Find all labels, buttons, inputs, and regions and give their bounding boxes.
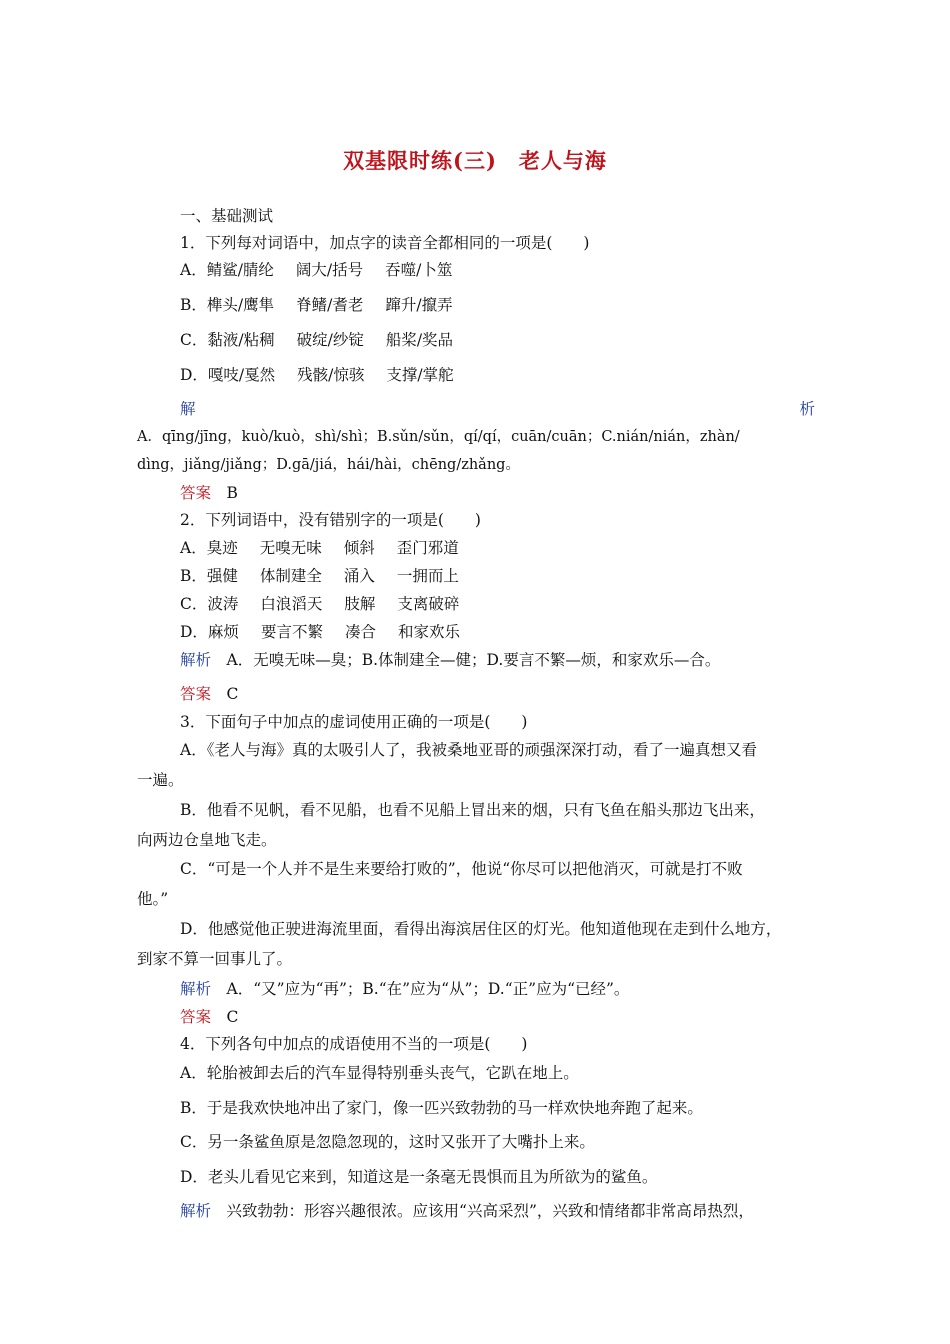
q4-analysis: 解析 兴致勃勃：形容兴趣很浓。应该用“兴高采烈”，兴致和情绪都非常高昂热烈， bbox=[180, 1202, 754, 1220]
q1-option-a: A．鲭鲨/腈纶 阔大/括号 吞噬/卜筮 bbox=[180, 261, 453, 279]
q1-analysis-line2: dìng，jiǎng/jiǎng；D.gā/jiá，hái/hài，chēng/zhǎng。 bbox=[137, 457, 520, 473]
q4-option-b: B．于是我欢快地冲出了家门，像一匹兴致勃勃的马一样欢快地奔跑了起来。 bbox=[180, 1099, 703, 1117]
q4-option-a: A．轮胎被卸去后的汽车显得特别垂头丧气，它趴在地上。 bbox=[180, 1064, 579, 1082]
q2-option-c: C．波涛 白浪滔天 肢解 支离破碎 bbox=[180, 595, 460, 613]
q1-analysis-line1: A．qīng/jīng，kuò/kuò，shì/shì；B.sǔn/sǔn，qí/qí，cuān/cuān；C.nián/nián，zhàn/ bbox=[137, 429, 740, 445]
q3-answer: 答案 C bbox=[180, 1008, 239, 1026]
q3-option-a-line1: A．《老人与海》真的太吸引人了，我被桑地亚哥的顽强深深打动，看了一遍真想又看 bbox=[180, 741, 757, 759]
q3-stem: 3．下面句子中加点的虚词使用正确的一项是( ) bbox=[180, 713, 528, 731]
q2-answer: 答案 C bbox=[180, 685, 239, 703]
q3-option-b-line1: B．他看不见帆，看不见船，也看不见船上冒出来的烟，只有飞鱼在船头那边飞出来， bbox=[180, 801, 765, 819]
q3-option-c-line2: 他。” bbox=[137, 890, 169, 908]
section-heading: 一、基础测试 bbox=[180, 207, 274, 225]
q1-option-b: B．榫头/鹰隼 脊鳍/耆老 蹿升/攛弄 bbox=[180, 296, 453, 314]
q2-option-a: A．臭迹 无嗅无味 倾斜 歪门邪道 bbox=[180, 539, 459, 557]
q1-option-c: C．黏液/粘稠 破绽/纱锭 船桨/奖品 bbox=[180, 331, 454, 349]
q3-analysis: 解析 A．“又”应为“再”；B.“在”应为“从”；D.“正”应为“已经”。 bbox=[180, 980, 630, 998]
q2-analysis: 解析 A．无嗅无味—臭；B.体制建全—健；D.要言不繁—烦，和家欢乐—合。 bbox=[180, 651, 721, 669]
q4-stem: 4．下列各句中加点的成语使用不当的一项是( ) bbox=[180, 1035, 528, 1053]
q1-stem: 1．下列每对词语中，加点字的读音全都相同的一项是( ) bbox=[180, 234, 590, 252]
q2-stem: 2．下列词语中，没有错别字的一项是( ) bbox=[180, 511, 481, 529]
q4-option-d: D．老头儿看见它来到，知道这是一条毫无畏惧而且为所欲为的鲨鱼。 bbox=[180, 1168, 658, 1186]
q1-analysis-label: 解 析 bbox=[180, 400, 815, 418]
q3-option-d-line1: D．他感觉他正驶进海流里面，看得出海滨居住区的灯光。他知道他现在走到什么地方， bbox=[180, 920, 782, 938]
q3-option-a-line2: 一遍。 bbox=[137, 771, 184, 789]
page-title: 双基限时练(三) 老人与海 bbox=[343, 148, 607, 173]
q2-option-d: D．麻烦 要言不繁 凑合 和家欢乐 bbox=[180, 623, 460, 641]
q3-option-d-line2: 到家不算一回事儿了。 bbox=[137, 950, 293, 968]
q1-answer: 答案 B bbox=[180, 484, 238, 502]
q4-option-c: C．另一条鲨鱼原是忽隐忽现的，这时又张开了大嘴扑上来。 bbox=[180, 1133, 595, 1151]
q1-option-d: D．嘎吱/戛然 残骸/惊骇 支撑/掌舵 bbox=[180, 366, 454, 384]
q2-option-b: B．强健 体制建全 涌入 一拥而上 bbox=[180, 567, 459, 585]
q3-option-c-line1: C．“可是一个人并不是生来要给打败的”，他说“你尽可以把他消灭，可就是打不败 bbox=[180, 860, 743, 878]
q3-option-b-line2: 向两边仓皇地飞走。 bbox=[137, 831, 277, 849]
